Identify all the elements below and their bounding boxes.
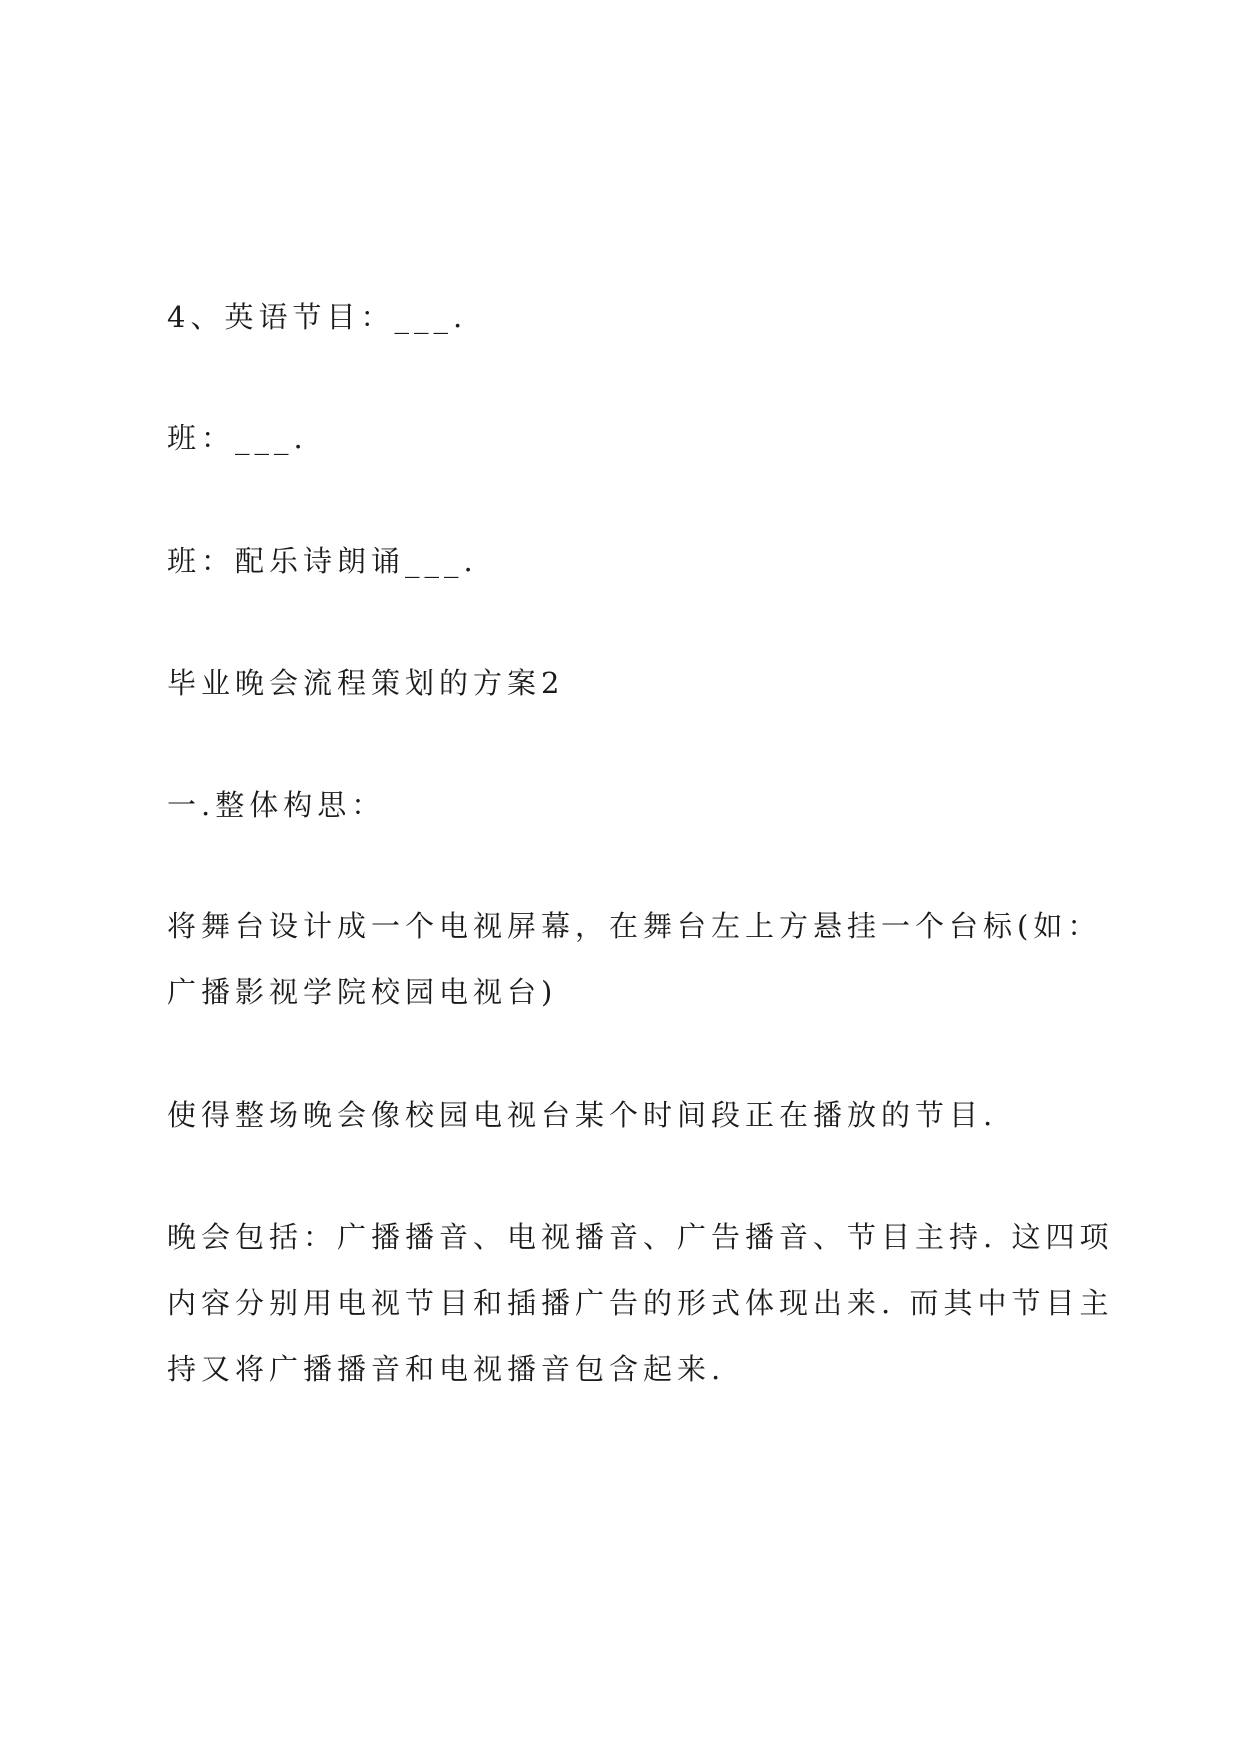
text-line: 班：配乐诗朗诵___. [167, 544, 478, 578]
text-line: 晚会包括：广播播音、电视播音、广告播音、节目主持. 这四项 [167, 1220, 1114, 1254]
text-line: 一.整体构思： [167, 788, 386, 822]
text-line: 4、英语节目：___. [167, 300, 468, 334]
text-line: 内容分别用电视节目和插播广告的形式体现出来. 而其中节目主 [167, 1286, 1114, 1320]
overall-concept-heading [167, 772, 1097, 838]
content-paragraph [167, 1204, 1114, 1402]
english-program-line [167, 284, 1097, 350]
text-line: 将舞台设计成一个电视屏幕，在舞台左上方悬挂一个台标(如： [167, 909, 1102, 943]
text-line: 班：___. [167, 421, 308, 455]
section-title [167, 650, 1097, 716]
program-effect-paragraph [167, 1082, 1097, 1148]
text-line: 持又将广播播音和电视播音包含起来. [167, 1352, 726, 1386]
poetry-recital-line [167, 528, 1097, 594]
text-line: 毕业晚会流程策划的方案2 [167, 666, 565, 700]
stage-design-paragraph [167, 893, 1102, 1025]
class-line [167, 405, 1097, 471]
text-line: 广播影视学院校园电视台) [167, 975, 558, 1009]
text-line: 使得整场晚会像校园电视台某个时间段正在播放的节目. [167, 1098, 998, 1132]
